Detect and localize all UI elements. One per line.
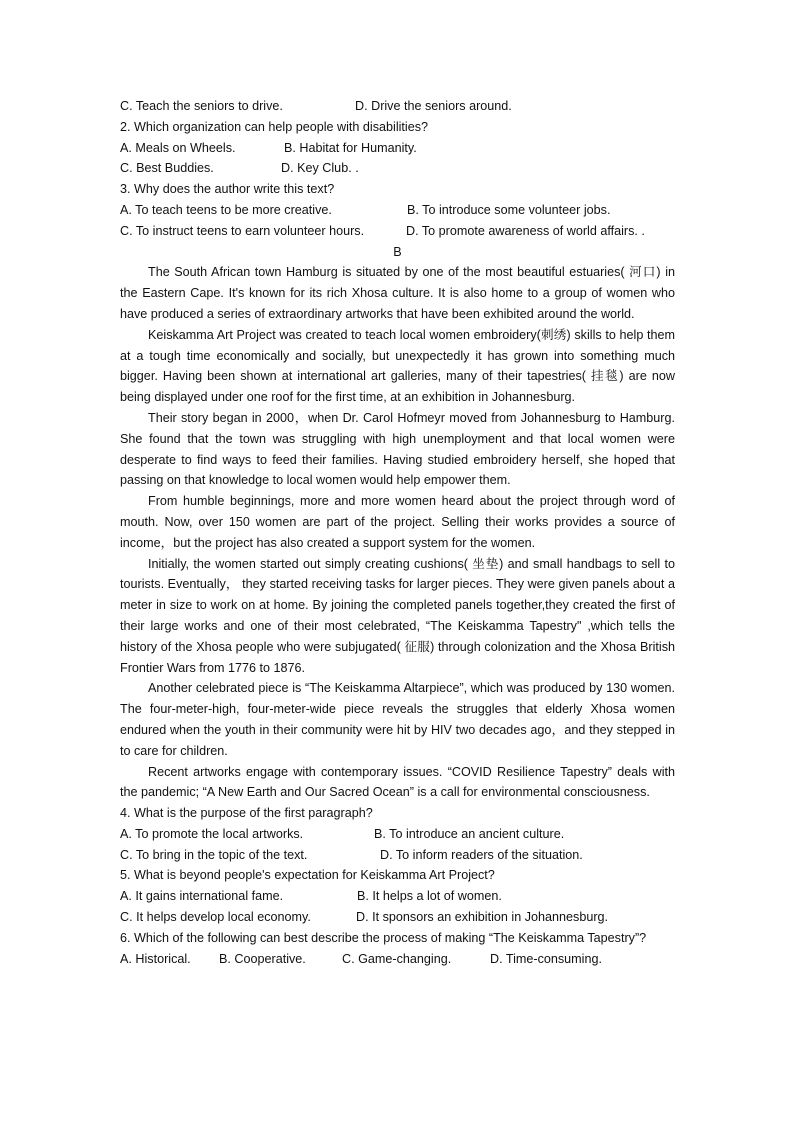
passage-paragraph-5: Initially, the women started out simply creating cushions( 坐垫) and small handbags to sell to tourists. Eventually， they started receiving tasks for larger pieces. They were given panels about a meter in size to work on at home. By joining the completed panels together,they created the first of their large works and one of their most celebrated, “The Keiskamma Tapestry" ,which tells the history of the Xhosa people who were subjugated( 征服) through colonization and the Xhosa British Frontier Wars from 1776 to 1876.	[120, 556, 675, 675]
q3-option-b: B. To introduce some volunteer jobs.	[407, 202, 611, 217]
passage-paragraph-4: From humble beginnings, more and more women heard about the project through word of mouth. Now, over 150 women are part of the project. Selling their works provides a source of income，but the project has also created a support system for the women.	[120, 494, 675, 550]
q2-option-c: C. Best Buddies.	[120, 161, 214, 176]
q6-options-row	[120, 949, 675, 970]
q6-option-d: D. Time-consuming.	[490, 951, 602, 966]
q4-option-b: B. To introduce an ancient culture.	[374, 826, 565, 841]
q2-option-b: B. Habitat for Humanity.	[284, 140, 417, 155]
q5-option-d: D. It sponsors an exhibition in Johannesburg.	[356, 910, 609, 925]
q2-option-d: D. Key Club. .	[281, 161, 359, 176]
q3-option-a: A. To teach teens to be more creative.	[120, 202, 332, 217]
q3-options-row-cd	[120, 221, 675, 242]
q2-option-a: A. Meals on Wheels.	[120, 140, 236, 155]
passage-paragraph-1: The South African town Hamburg is situated by one of the most beautiful estuaries( 河口) in the Eastern Cape. It's known for its rich Xhosa culture. It is also home to a group of women who have produced a series of extraordinary artworks that have been exhibited around the world.	[120, 265, 675, 321]
q3-option-c: C. To instruct teens to earn volunteer hours.	[120, 223, 365, 238]
passage-paragraph-6: Another celebrated piece is “The Keiskamma Altarpiece”, which was produced by 130 women. The four-meter-high, four-meter-wide piece reveals the struggles that elderly Xhosa women endured when the youth in their community were hit by HIV two decades ago，and they stepped in to care for children.	[120, 681, 675, 758]
q3-options-row-ab	[120, 200, 675, 221]
q1-option-d: D. Drive the seniors around.	[355, 99, 512, 113]
q6-question: 6. Which of the following can best describe the process of making “The Keiskamma Tapestry”?	[120, 930, 647, 945]
q5-option-b: B. It helps a lot of women.	[357, 889, 502, 904]
q5-options-row-ab	[120, 886, 675, 907]
q4-option-a: A. To promote the local artworks.	[120, 826, 304, 841]
q6-option-b: B. Cooperative.	[219, 951, 306, 966]
q6-option-c: C. Game-changing.	[342, 951, 452, 966]
q3-question: 3. Why does the author write this text?	[120, 182, 335, 197]
q4-options-row-ab	[120, 824, 675, 845]
q3-option-d: D. To promote awareness of world affairs. .	[406, 223, 645, 238]
q2-question: 2. Which organization can help people with disabilities?	[120, 119, 429, 134]
q5-option-a: A. It gains international fame.	[120, 889, 284, 904]
section-b-heading: B	[393, 244, 402, 259]
passage-paragraph-2: Keiskamma Art Project was created to teach local women embroidery(刺绣) skills to help them at a tough time economically and socially, but unexpectedly it has grown into something much bigger. Having been shown at international art galleries, many of their tapestries( 挂毯) are now being displayed under one roof for the first time, at an exhibition in Johannesburg.	[120, 327, 675, 405]
q6-option-a: A. Historical.	[120, 951, 191, 966]
q4-option-c: C. To bring in the topic of the text.	[120, 847, 308, 862]
q1-options-row-cd	[120, 96, 675, 117]
q4-options-row-cd	[120, 845, 675, 866]
q4-option-d: D. To inform readers of the situation.	[380, 847, 583, 862]
q5-options-row-cd	[120, 907, 675, 928]
passage-paragraph-3: Their story began in 2000，when Dr. Carol Hofmeyr moved from Johannesburg to Hamburg. She found that the town was struggling with high unemployment and that local women were desperate to find ways to feed their families. Having studied embroidery herself, she hoped that passing on that knowledge to local women would help empower them.	[120, 410, 675, 488]
q4-question: 4. What is the purpose of the first paragraph?	[120, 806, 373, 821]
exam-page	[120, 96, 675, 969]
q1-option-c: C. Teach the seniors to drive.	[120, 99, 283, 113]
q2-options-row-cd	[120, 158, 675, 179]
passage-paragraph-7: Recent artworks engage with contemporary issues. “COVID Resilience Tapestry” deals with the pandemic; “A New Earth and Our Sacred Ocean” is a call for environmental consciousness.	[120, 764, 675, 800]
q5-question: 5. What is beyond people's expectation for Keiskamma Art Project?	[120, 868, 495, 883]
q5-option-c: C. It helps develop local economy.	[120, 910, 311, 925]
q2-options-row-ab	[120, 138, 675, 159]
